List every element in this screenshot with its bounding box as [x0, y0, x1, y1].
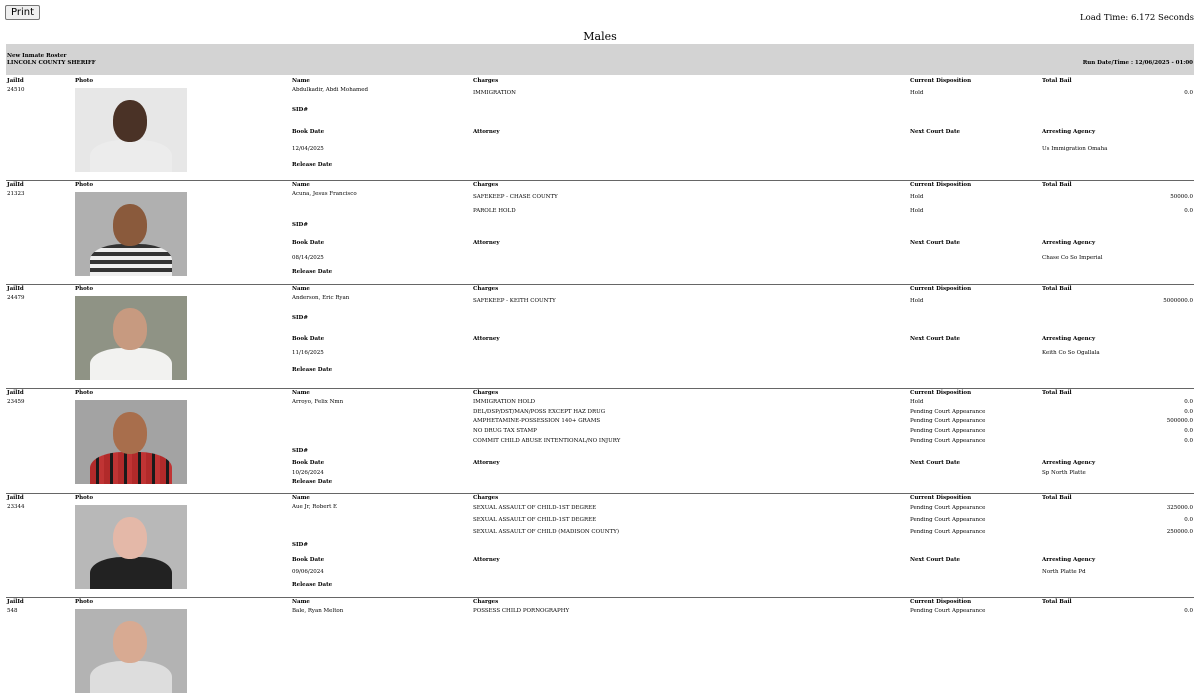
- record-divider: [6, 493, 1194, 494]
- photo-shoulders: [90, 140, 172, 172]
- sid-label: SID#: [292, 447, 308, 454]
- charges-label: Charges: [473, 286, 499, 292]
- inmate-record: [6, 180, 1194, 284]
- arresting-agency-label: Arresting Agency: [1042, 459, 1096, 466]
- release-date-label: Release Date: [292, 269, 333, 275]
- record-divider: [6, 597, 1194, 598]
- name-label: Name: [292, 599, 310, 605]
- photo-shoulders: [90, 348, 172, 380]
- jailid-label: JailId: [7, 78, 24, 84]
- jail-id: 21323: [7, 191, 25, 197]
- next-court-date-label: Next Court Date: [910, 459, 961, 466]
- inmate-photo: [75, 296, 187, 380]
- inmate-name: Arroyo, Felix Nmn: [292, 399, 344, 405]
- charge: SEXUAL ASSAULT OF CHILD-1ST DEGREE: [473, 505, 597, 511]
- photo-shoulders: [90, 661, 172, 693]
- total-bail-label: Total Bail: [1042, 286, 1072, 292]
- sid-label: SID#: [292, 315, 308, 321]
- charge-bail: 0.0: [1184, 428, 1193, 434]
- sid-label: SID#: [292, 107, 308, 113]
- run-datetime: Run Date/Time : 12/06/2025 - 01:00: [1082, 60, 1193, 66]
- charges-label: Charges: [473, 390, 499, 396]
- photo-label: Photo: [75, 286, 94, 292]
- charge: COMMIT CHILD ABUSE INTENTIONAL/NO INJURY: [473, 437, 621, 444]
- inmate-record: [6, 388, 1194, 493]
- inmate-name: Bale, Ryan Melton: [292, 608, 344, 614]
- photo-shoulders: [90, 244, 172, 276]
- charge-bail: 0.0: [1184, 517, 1193, 523]
- book-date: 08/14/2025: [292, 255, 324, 261]
- inmate-photo: [75, 505, 187, 589]
- charge-bail: 5000000.0: [1163, 298, 1193, 304]
- charge-disposition: Pending Court Appearance: [910, 418, 986, 424]
- current-disposition-label: Current Disposition: [910, 78, 972, 84]
- release-date-label: Release Date: [292, 582, 333, 588]
- charge-disposition: Hold: [910, 208, 924, 214]
- current-disposition-label: Current Disposition: [910, 390, 972, 396]
- agency-name: LINCOLN COUNTY SHERIFF: [7, 60, 96, 66]
- inmate-record: [6, 597, 1194, 627]
- charges-label: Charges: [473, 182, 499, 188]
- arresting-agency: Us Immigration Omaha: [1042, 146, 1108, 152]
- charge-bail: 0.0: [1184, 608, 1193, 614]
- photo-label: Photo: [75, 599, 94, 605]
- photo-shoulders: [90, 557, 172, 589]
- charge-bail: 500000.0: [1166, 418, 1193, 424]
- inmate-record: [6, 493, 1194, 597]
- record-divider: [6, 284, 1194, 285]
- photo-label: Photo: [75, 390, 94, 396]
- inmate-name: Acuna, Jesus Francisco: [292, 191, 357, 197]
- book-date: 11/16/2025: [292, 350, 324, 356]
- arresting-agency: North Platte Pd: [1042, 569, 1086, 575]
- jailid-label: JailId: [7, 182, 24, 188]
- charge-disposition: Hold: [910, 90, 924, 96]
- photo-head: [113, 308, 147, 350]
- charge-disposition: Pending Court Appearance: [910, 608, 986, 614]
- charge-bail: 0.0: [1184, 437, 1193, 444]
- charge: POSSESS CHILD PORNOGRAPHY: [473, 608, 570, 614]
- charge-bail: 50000.0: [1170, 194, 1193, 200]
- photo-label: Photo: [75, 78, 94, 84]
- roster-header: [6, 44, 1194, 75]
- next-court-date-label: Next Court Date: [910, 557, 961, 563]
- attorney-label: Attorney: [473, 129, 500, 135]
- inmate-photo: [75, 88, 187, 172]
- name-label: Name: [292, 182, 310, 188]
- arresting-agency: Sp North Platte: [1042, 469, 1086, 476]
- inmate-name: Abdulkadir, Abdi Mohamed: [292, 87, 369, 93]
- next-court-date-label: Next Court Date: [910, 129, 961, 135]
- current-disposition-label: Current Disposition: [910, 599, 972, 605]
- jail-id: 23459: [7, 399, 25, 405]
- photo-head: [113, 621, 147, 663]
- arresting-agency: Chase Co So Imperial: [1042, 255, 1103, 261]
- book-date: 12/04/2025: [292, 146, 324, 152]
- charge-disposition: Pending Court Appearance: [910, 517, 986, 523]
- attorney-label: Attorney: [473, 459, 500, 466]
- next-court-date-label: Next Court Date: [910, 336, 961, 342]
- arresting-agency-label: Arresting Agency: [1042, 557, 1096, 563]
- record-divider: [6, 180, 1194, 181]
- charge-disposition: Pending Court Appearance: [910, 505, 986, 511]
- book-date: 09/06/2024: [292, 569, 324, 575]
- book-date: 10/26/2024: [292, 469, 324, 476]
- charge: SAFEKEEP - CHASE COUNTY: [473, 194, 558, 200]
- report-name: New Inmate Roster: [7, 53, 67, 59]
- charge: SEXUAL ASSAULT OF CHILD-1ST DEGREE: [473, 517, 597, 523]
- charge: SAFEKEEP - KEITH COUNTY: [473, 298, 556, 304]
- charge: AMPHETAMINE-POSSESSION 140+ GRAMS: [473, 418, 601, 424]
- charge: IMMIGRATION HOLD: [473, 399, 536, 405]
- charge: DEL/DSP/DST/MAN/POSS EXCEPT HAZ DRUG: [473, 408, 606, 415]
- photo-shoulders: [90, 452, 172, 484]
- inmate-name: Aue Jr, Robert E: [292, 504, 338, 510]
- attorney-label: Attorney: [473, 240, 500, 246]
- arresting-agency-label: Arresting Agency: [1042, 336, 1096, 342]
- jail-id: 23344: [7, 504, 25, 510]
- total-bail-label: Total Bail: [1042, 495, 1072, 501]
- current-disposition-label: Current Disposition: [910, 182, 972, 188]
- book-date-label: Book Date: [292, 129, 325, 135]
- jailid-label: JailId: [7, 286, 24, 292]
- inmate-name: Anderson, Eric Ryan: [292, 295, 350, 301]
- charge-disposition: Pending Court Appearance: [910, 437, 986, 444]
- photo-head: [113, 204, 147, 246]
- charge: NO DRUG TAX STAMP: [473, 428, 537, 434]
- photo-label: Photo: [75, 495, 94, 501]
- charge-disposition: Hold: [910, 399, 924, 405]
- name-label: Name: [292, 286, 310, 292]
- inmate-photo: [75, 400, 187, 484]
- load-time: Load Time: 6.172 Seconds: [1079, 13, 1194, 23]
- current-disposition-label: Current Disposition: [910, 286, 972, 292]
- charges-label: Charges: [473, 495, 499, 501]
- release-date-label: Release Date: [292, 367, 333, 373]
- record-divider: [6, 388, 1194, 389]
- jailid-label: JailId: [7, 495, 24, 501]
- charge-disposition: Pending Court Appearance: [910, 428, 986, 434]
- release-date-label: Release Date: [292, 162, 333, 168]
- attorney-label: Attorney: [473, 557, 500, 563]
- inmate-photo: [75, 609, 187, 693]
- print-button[interactable]: Print: [5, 5, 40, 20]
- charges-label: Charges: [473, 599, 499, 605]
- charges-label: Charges: [473, 78, 499, 84]
- inmate-record: [6, 76, 1194, 180]
- inmate-photo: [75, 192, 187, 276]
- photo-head: [113, 412, 147, 454]
- jail-id: 24479: [7, 295, 25, 301]
- jailid-label: JailId: [7, 390, 24, 396]
- charge-bail: 0.0: [1184, 90, 1193, 96]
- jail-id: 548: [7, 608, 18, 614]
- total-bail-label: Total Bail: [1042, 390, 1072, 396]
- charge-bail: 250000.0: [1166, 529, 1193, 535]
- photo-head: [113, 100, 147, 142]
- jailid-label: JailId: [7, 599, 24, 605]
- book-date-label: Book Date: [292, 336, 325, 342]
- charge-disposition: Pending Court Appearance: [910, 529, 986, 535]
- charge-bail: 0.0: [1184, 399, 1193, 405]
- current-disposition-label: Current Disposition: [910, 495, 972, 501]
- sid-label: SID#: [292, 222, 308, 228]
- charge: IMMIGRATION: [473, 90, 516, 96]
- book-date-label: Book Date: [292, 459, 325, 466]
- charge-bail: 0.0: [1184, 208, 1193, 214]
- charge: SEXUAL ASSAULT OF CHILD (MADISON COUNTY): [473, 529, 620, 535]
- total-bail-label: Total Bail: [1042, 182, 1072, 188]
- jail-id: 24510: [7, 87, 25, 93]
- arresting-agency-label: Arresting Agency: [1042, 240, 1096, 246]
- total-bail-label: Total Bail: [1042, 78, 1072, 84]
- charge-bail: 325000.0: [1166, 505, 1193, 511]
- photo-label: Photo: [75, 182, 94, 188]
- page-title: Males: [583, 30, 617, 43]
- name-label: Name: [292, 78, 310, 84]
- photo-head: [113, 517, 147, 559]
- total-bail-label: Total Bail: [1042, 599, 1072, 605]
- release-date-label: Release Date: [292, 478, 333, 485]
- charge-disposition: Hold: [910, 194, 924, 200]
- attorney-label: Attorney: [473, 336, 500, 342]
- charge: PAROLE HOLD: [473, 208, 516, 214]
- name-label: Name: [292, 495, 310, 501]
- charge-bail: 0.0: [1184, 408, 1193, 415]
- charge-disposition: Pending Court Appearance: [910, 408, 986, 415]
- sid-label: SID#: [292, 542, 308, 548]
- next-court-date-label: Next Court Date: [910, 240, 961, 246]
- name-label: Name: [292, 390, 310, 396]
- book-date-label: Book Date: [292, 240, 325, 246]
- inmate-record: [6, 284, 1194, 388]
- arresting-agency-label: Arresting Agency: [1042, 129, 1096, 135]
- book-date-label: Book Date: [292, 557, 325, 563]
- charge-disposition: Hold: [910, 298, 924, 304]
- arresting-agency: Keith Co So Ogallala: [1042, 350, 1100, 356]
